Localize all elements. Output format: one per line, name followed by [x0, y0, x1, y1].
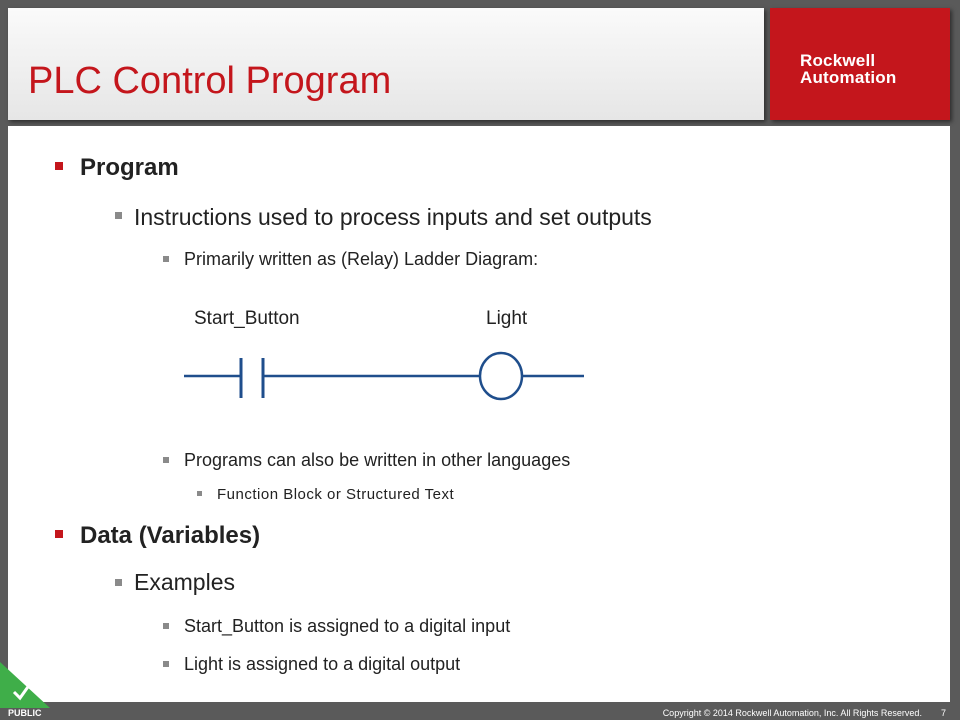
copyright-text: Copyright © 2014 Rockwell Automation, Inc. All Rights Reserved.: [662, 708, 922, 718]
bullet-other-languages: Programs can also be written in other languages: [184, 450, 571, 470]
bullet-icon: [197, 491, 202, 496]
page-title: PLC Control Program: [28, 60, 392, 102]
bullet-icon: [115, 212, 122, 219]
content-area: [8, 126, 950, 702]
bullet-icon: [163, 256, 169, 262]
bullet-start-button: Start_Button is assigned to a digital input: [184, 616, 511, 636]
bullet-instructions: Instructions used to process inputs and set outputs: [134, 204, 652, 230]
coil-icon: [480, 353, 522, 399]
rockwell-logo: [770, 8, 950, 120]
bullet-icon: [163, 457, 169, 463]
bullet-light: Light is assigned to a digital output: [184, 654, 461, 674]
contact-label: Start_Button: [194, 308, 300, 329]
bullet-icon: [163, 623, 169, 629]
bullet-icon: [115, 579, 122, 586]
coil-label: Light: [486, 308, 528, 329]
bullet-data: Data (Variables): [80, 522, 261, 549]
classification-label: PUBLIC: [8, 708, 42, 718]
bullet-function-block: Function Block or Structured Text: [217, 486, 455, 503]
footer-copyright: [663, 708, 946, 718]
logo-line-2: Automation: [800, 68, 897, 87]
title-bar: [8, 8, 764, 120]
logo-line-1: Rockwell: [800, 51, 876, 70]
bullet-program: Program: [80, 154, 179, 181]
page-number: 7: [940, 708, 946, 718]
logo-text: [800, 52, 896, 86]
checkmark-icon: [0, 662, 50, 708]
bullet-icon: [163, 661, 169, 667]
bullet-icon: [55, 162, 63, 170]
bullet-ladder: Primarily written as (Relay) Ladder Diagram:: [184, 249, 539, 269]
bullet-icon: [55, 530, 63, 538]
bullet-examples: Examples: [134, 569, 235, 595]
ladder-rung: [168, 336, 608, 456]
